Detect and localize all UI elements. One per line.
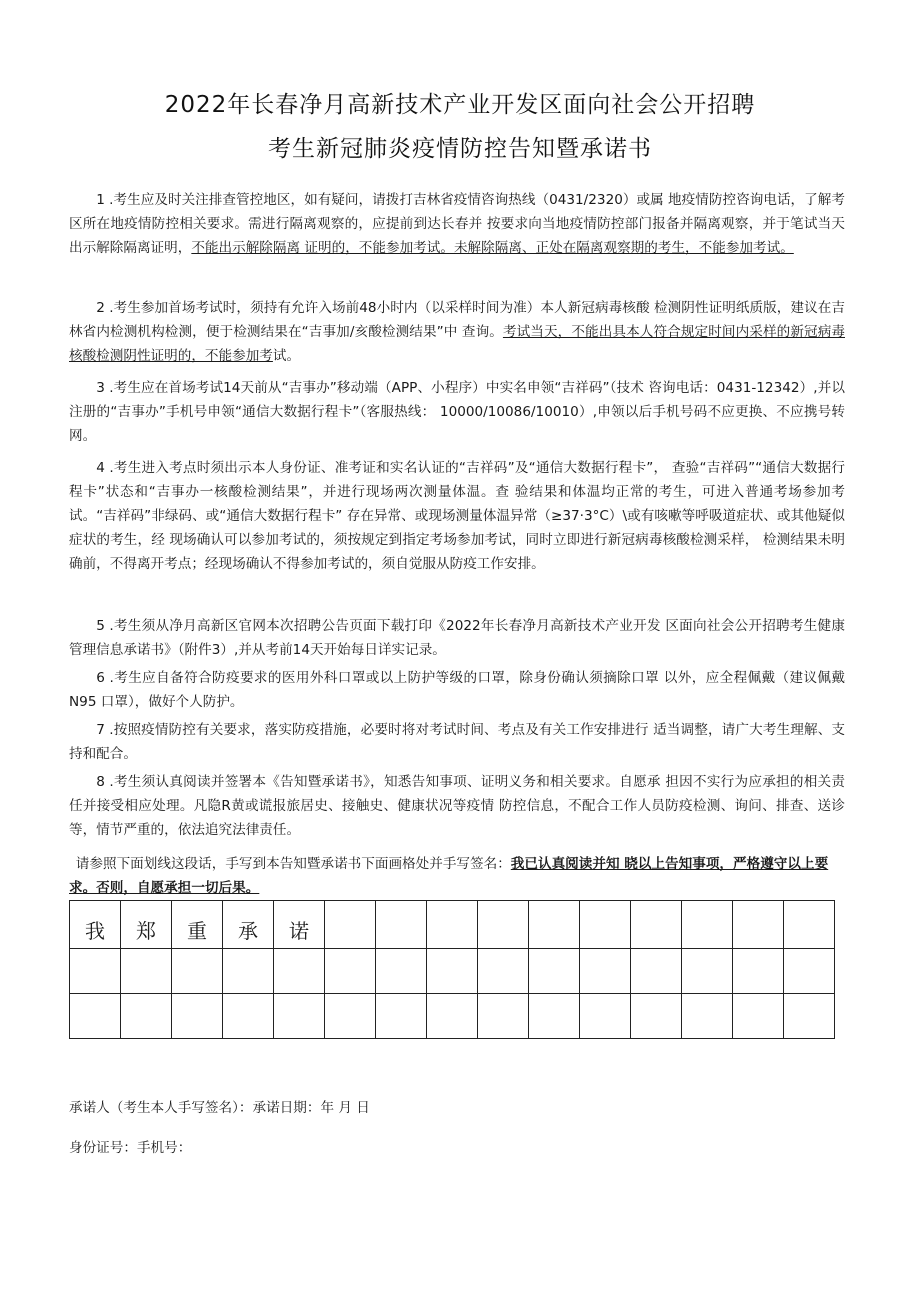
grid-cell[interactable]: [274, 949, 325, 994]
item-3: [69, 376, 845, 448]
item-1: [69, 188, 845, 260]
title-line-2: 考生新冠肺炎疫情防控告知暨承诺书: [268, 136, 652, 162]
grid-cell[interactable]: [325, 949, 376, 994]
grid-cell[interactable]: [580, 901, 631, 949]
grid-cell[interactable]: [121, 994, 172, 1039]
item-6: [69, 666, 845, 714]
grid-cell[interactable]: [733, 949, 784, 994]
grid-cell[interactable]: [631, 901, 682, 949]
title-line-1: 2022年长春净月高新技术产业开发区面向社会公开招聘: [164, 92, 756, 118]
grid-cell[interactable]: 重: [172, 901, 223, 949]
grid-cell[interactable]: [784, 949, 835, 994]
item-4-text: 4 .考生进入考点时须出示本人身份证、准考证和实名认证的“吉祥码”及“通信大数据行程卡”， 查验“吉祥码”“通信大数据行程卡”状态和“吉事办一核酸检测结果”，并进行现场两次测量体温。查 验结果和体温均正常的考生，可进入普通考场参加考试。“吉祥码”非绿码、或“通信大数据行程卡” 存在异常、或现场测量体温异常（≥37·3°C）\或有咳嗽等呼吸道症状、或其他疑似症状的考生，经 现场确认可以参加考试的，须按规定到指定考场参加考试，同时立即进行新冠病毒核酸检测采样， 检测结果未明确前，不得离开考点；经现场确认不得参加考试的，须自觉服从防疫工作安排。: [69, 460, 845, 572]
grid-row: [70, 949, 835, 994]
grid-cell[interactable]: [631, 994, 682, 1039]
grid-cell[interactable]: [478, 901, 529, 949]
grid-row: [70, 901, 835, 949]
grid-cell[interactable]: [478, 994, 529, 1039]
grid-cell[interactable]: [580, 949, 631, 994]
item-1-text: 1 .考生应及时关注排查管控地区，如有疑问，请拨打吉林省疫情咨询热线（0431/2320）或属 地疫情防控咨询电话，了解考区所在地疫情防控相关要求。需进行隔离观察的，应提前到达长春并 按要求向当地疫情防控部门报备并隔离观察，并于笔试当天出示解除隔离证明，: [69, 192, 845, 256]
grid-cell[interactable]: [427, 994, 478, 1039]
grid-cell[interactable]: [427, 949, 478, 994]
grid-cell[interactable]: [631, 949, 682, 994]
grid-cell[interactable]: [733, 901, 784, 949]
grid-cell[interactable]: [580, 994, 631, 1039]
grid-cell[interactable]: 诺: [274, 901, 325, 949]
grid-cell[interactable]: [70, 994, 121, 1039]
handwriting-grid: [69, 900, 835, 1039]
grid-cell[interactable]: [427, 901, 478, 949]
grid-cell[interactable]: [784, 994, 835, 1039]
grid-cell[interactable]: [172, 994, 223, 1039]
grid-cell[interactable]: [223, 994, 274, 1039]
grid-cell[interactable]: 我: [70, 901, 121, 949]
grid-cell[interactable]: [784, 901, 835, 949]
item-2: [69, 296, 845, 368]
item-3-text: 3 .考生应在首场考试14天前从“吉事办”移动端（APP、小程序）中实名申领“吉祥码”（技术 咨询电话：0431-12342）,并以注册的“吉事办”手机号申领“通信大数据行程卡”（客服热线： 10000/10086/10010）,申领以后手机号码不应更换、不应携号转网。: [69, 380, 845, 444]
grid-cell[interactable]: [529, 901, 580, 949]
grid-cell[interactable]: [478, 949, 529, 994]
grid-cell[interactable]: [121, 949, 172, 994]
grid-cell[interactable]: [172, 949, 223, 994]
item-4: [69, 456, 845, 576]
handwriting-instruction: [69, 852, 849, 900]
pledge-sentence: 我已认真阅读并知 晓以上告知事项，严格遵守以上要求。否则，自愿承担一切后果。: [69, 856, 829, 896]
grid-cell[interactable]: [325, 994, 376, 1039]
grid-cell[interactable]: [682, 994, 733, 1039]
id-phone-line: 身份证号：手机号：: [69, 1140, 192, 1156]
grid-cell[interactable]: [70, 949, 121, 994]
grid-cell[interactable]: [682, 901, 733, 949]
item-5: [69, 614, 845, 662]
grid-cell[interactable]: [529, 994, 580, 1039]
item-7-text: 7 .按照疫情防控有关要求，落实防疫措施，必要时将对考试时间、考点及有关工作安排进行 适当调整，请广大考生理解、支持和配合。: [69, 722, 845, 762]
item-2-text: 2 .考生参加首场考试时，须持有允许入场前48小时内（以采样时间为准）本人新冠病毒核酸 检测阴性证明纸质版，建议在吉林省内检测机构检测，便于检测结果在“吉事加/亥酸检测结果”中 查询。: [69, 300, 845, 340]
grid-cell[interactable]: [223, 949, 274, 994]
item-2-underlined: 考试当天，不能出具本人符合规定时间内采样的新冠病毒核酸检测阴性证明的，不能参加考: [69, 324, 845, 364]
grid-cell[interactable]: 郑: [121, 901, 172, 949]
item-7: [69, 718, 845, 766]
item-8: [69, 770, 845, 842]
item-5-text: 5 .考生须从净月高新区官网本次招聘公告页面下载打印《2022年长春净月高新技术产业开发 区面向社会公开招聘考生健康管理信息承诺书》（附件3）,并从考前14天开始每日详实记录。: [69, 618, 845, 658]
item-2-tail: 试。: [272, 348, 301, 364]
grid-cell[interactable]: [325, 901, 376, 949]
item-6-text: 6 .考生应自备符合防疫要求的医用外科口罩或以上防护等级的口罩，除身份确认须摘除口罩 以外，应全程佩戴（建议佩戴N95 口罩），做好个人防护。: [69, 670, 845, 710]
signature-date-line: 承诺人（考生本人手写签名）：承诺日期：年 月 日: [69, 1100, 370, 1116]
grid-row: [70, 994, 835, 1039]
instruction-text: 请参照下面划线这段话，手写到本告知暨承诺书下面画格处并手写签名：: [75, 856, 511, 872]
grid-cell[interactable]: 承: [223, 901, 274, 949]
grid-cell[interactable]: [376, 901, 427, 949]
grid-cell[interactable]: [733, 994, 784, 1039]
grid-cell[interactable]: [529, 949, 580, 994]
item-8-text: 8 .考生须认真阅读并签署本《告知暨承诺书》，知悉告知事项、证明义务和相关要求。自愿承 担因不实行为应承担的相关责任并接受相应处理。凡隐R黄或谎报旅居史、接触史、健康状况等疫情 防控信息，不配合工作人员防疫检测、询问、排查、送诊等，情节严重的，依法追究法律责任。: [69, 774, 845, 838]
grid-cell[interactable]: [376, 949, 427, 994]
grid-cell[interactable]: [274, 994, 325, 1039]
grid-cell[interactable]: [376, 994, 427, 1039]
grid-cell[interactable]: [682, 949, 733, 994]
item-1-underlined: 不能出示解除隔离 证明的，不能参加考试。未解除隔离、正处在隔离观察期的考生，不能参加考试。: [191, 240, 794, 256]
